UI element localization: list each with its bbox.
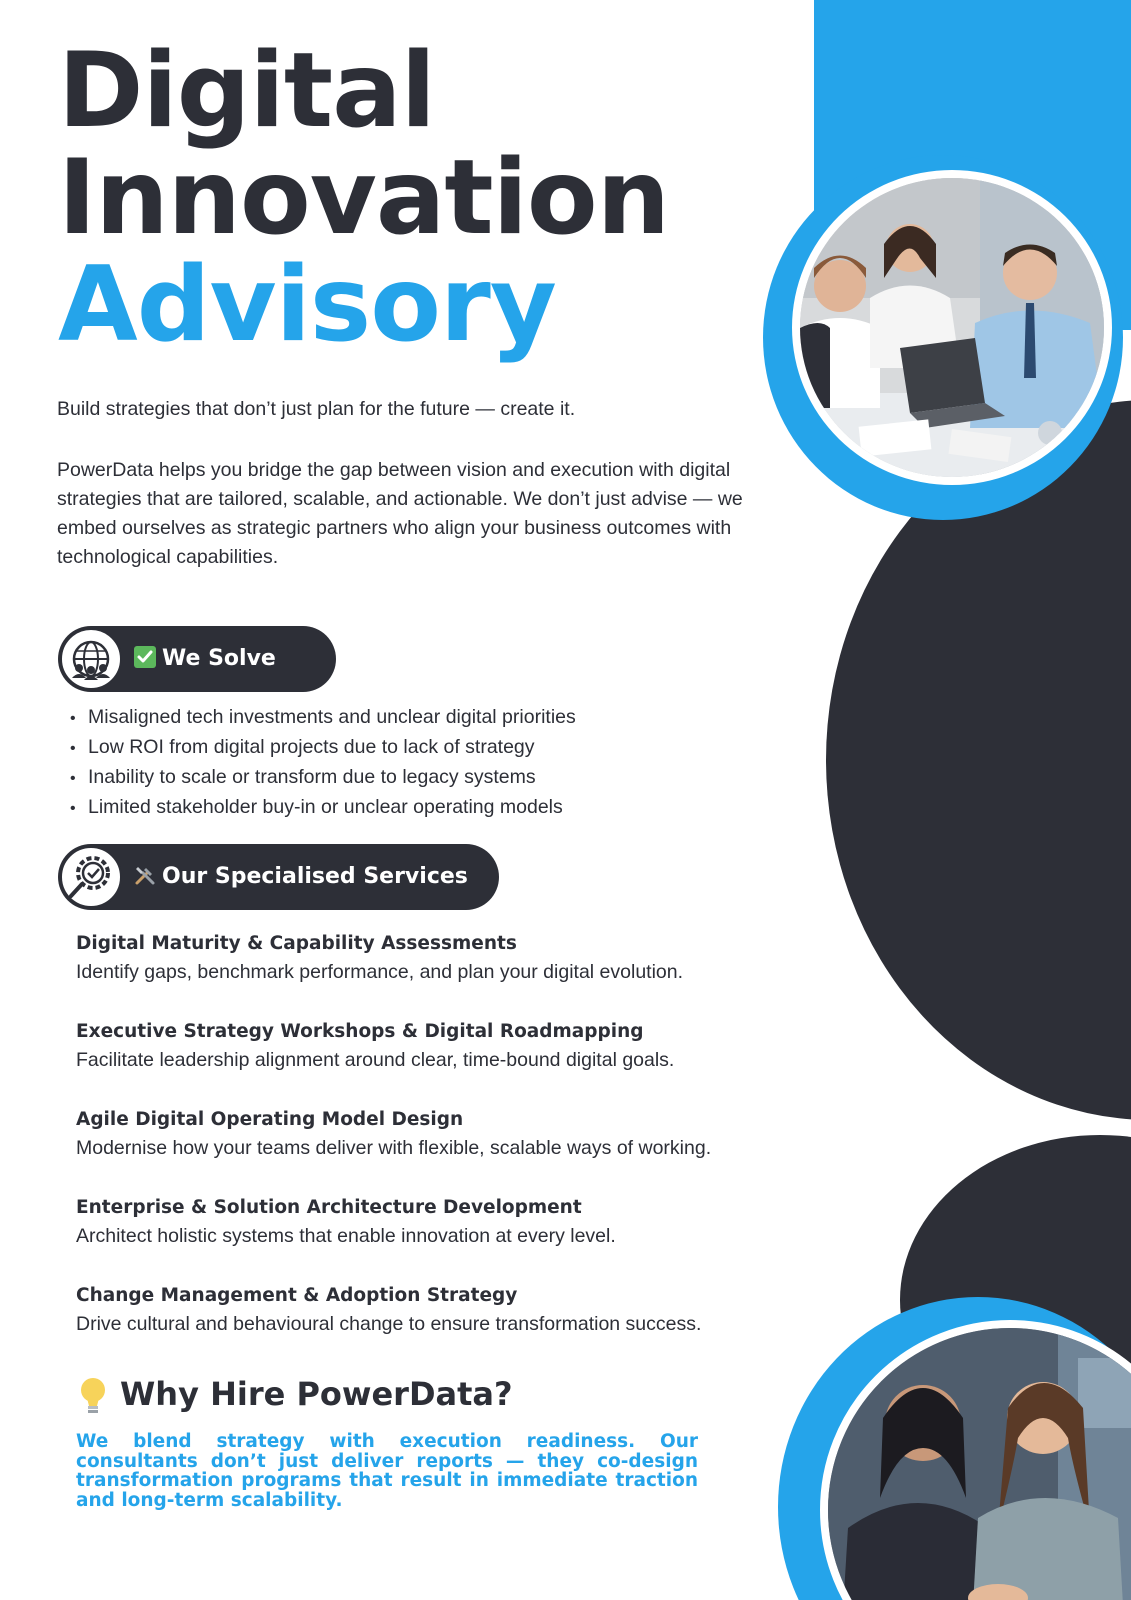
tools-icon — [134, 847, 156, 869]
service-item — [76, 1018, 896, 1106]
service-title: Enterprise & Solution Architecture Development — [76, 1197, 582, 1218]
why-hire-heading: Why Hire PowerData? — [120, 1375, 513, 1413]
list-item: • Misaligned tech investments and unclear digital priorities — [70, 703, 576, 733]
service-title: Change Management & Adoption Strategy — [76, 1285, 518, 1306]
title-line-digital: Digital — [58, 31, 435, 151]
list-item: • Low ROI from digital projects due to lack of strategy — [70, 733, 576, 763]
service-description: Identify gaps, benchmark performance, and plan your digital evolution. — [76, 961, 684, 983]
team-meeting-photo — [792, 170, 1112, 485]
page-title — [58, 31, 670, 365]
title-line-innovation: Innovation — [58, 138, 670, 258]
we-solve-list — [70, 703, 576, 823]
list-item: • Limited stakeholder buy-in or unclear operating models — [70, 793, 576, 823]
team-meeting-illustration — [800, 178, 1104, 477]
we-solve-header — [58, 626, 336, 692]
service-description: Modernise how your teams deliver with flexible, scalable ways of working. — [76, 1137, 712, 1159]
gear-magnifier-icon — [60, 846, 122, 908]
tagline: Build strategies that don’t just plan for the future — create it. — [57, 398, 576, 420]
service-description: Drive cultural and behavioural change to ensure transformation success. — [76, 1313, 702, 1335]
service-description: Facilitate leadership alignment around clear, time-bound digital goals. — [76, 1049, 675, 1071]
why-hire-body: We blend strategy with execution readiness. Our consultants don’t just deliver reports — they co-design transformation programs that result in immediate traction and long-term scalability. — [76, 1431, 698, 1511]
title-line-advisory: Advisory — [58, 245, 556, 365]
service-title: Agile Digital Operating Model Design — [76, 1109, 464, 1130]
globe-people-icon — [60, 628, 122, 690]
intro-paragraph: PowerData helps you bridge the gap between vision and execution with digital strategies that are tailored, scalable, and actionable. We don’t just advise — we embed ourselves as strategic partners who align your business outcomes with technological capabilities. — [57, 459, 743, 568]
service-item — [76, 1282, 896, 1370]
service-description: Architect holistic systems that enable innovation at every level. — [76, 1225, 616, 1247]
we-solve-heading: We Solve — [162, 646, 276, 671]
services-list — [76, 930, 896, 1370]
services-header — [58, 844, 499, 910]
list-item: • Inability to scale or transform due to legacy systems — [70, 763, 576, 793]
service-title: Digital Maturity & Capability Assessments — [76, 933, 517, 954]
lightbulb-icon — [78, 1376, 108, 1416]
service-item — [76, 1106, 896, 1194]
service-item — [76, 1194, 896, 1282]
service-title: Executive Strategy Workshops & Digital Roadmapping — [76, 1021, 644, 1042]
service-item — [76, 930, 896, 1018]
services-heading: Our Specialised Services — [162, 864, 468, 889]
check-mark-icon — [134, 629, 156, 651]
